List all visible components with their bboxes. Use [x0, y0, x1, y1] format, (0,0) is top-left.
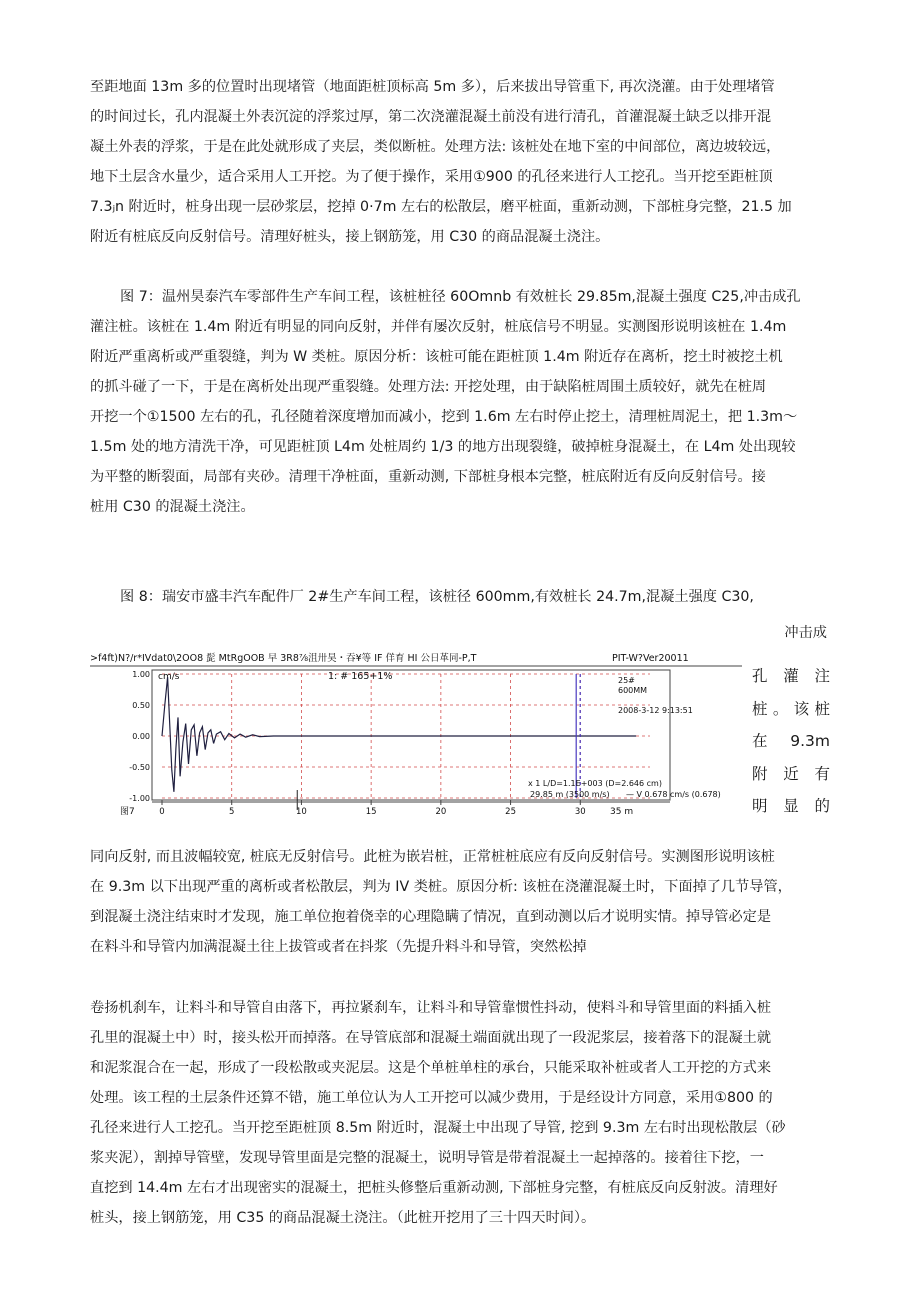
x-tick-label: 15 [365, 807, 377, 817]
text-line: 附近严重离析或严重裂缝，判为 W 类桩。原因分析：该桩可能在距桩顶 1.4m 附近存在离析，挖土时被挖土机 [90, 349, 783, 365]
text-line: 的时间过长，孔内混凝土外表沉淀的浮浆过厚，第二次浇灌混凝土前没有进行清孔，首灌混凝土缺乏以排开混 [90, 109, 772, 125]
x-tick-label: 10 [296, 807, 307, 817]
x-axis-ticks [159, 800, 585, 817]
text-line: 浆夹泥），割掉导管壁，发现导管里面是完整的混凝土，说明导管是带着混凝土一起掉落的。接着往下挖，一 [90, 1150, 764, 1166]
chart-title: 1: # 165+1% [328, 671, 393, 682]
text-line: 的抓斗碰了一下，于是在离析处出现严重裂缝。处理方法: 开挖处理，由于缺陷桩周围土质较好，就先在桩周 [90, 379, 767, 395]
text-line: 图 7：温州昊泰汽车零部件生产车间工程，该桩桩径 60Omnb 有效桩长 29.85m,混凝土强度 C25,冲击成孔 [120, 289, 801, 305]
x-tick-label: 5 [229, 807, 235, 817]
text-line: 地下土层含水量少，适合采用人工开挖。为了便于操作，采用①900 的孔径来进行人工挖孔。当开挖至距桩顶 [90, 169, 773, 185]
y-tick-label: 0.50 [132, 701, 150, 710]
text-line: 处理。该工程的土层条件还算不错，施工单位认为人工开挖可以减少费用，于是经设计方同意，采用①800 的 [90, 1090, 773, 1106]
text-line: 在料斗和导管内加满混凝土往上拔管或者在抖浆（先提升料斗和导管，突然松掉 [90, 939, 587, 955]
text-line: 直挖到 14.4m 左右才出现密实的混凝土，把桩头修整后重新动测, 下部桩身完整，有桩底反向反射波。清理好 [90, 1180, 778, 1196]
y-axis-label: cm/s [158, 672, 180, 682]
paragraph-2 [90, 282, 830, 522]
chart-info-line-1: 25# [618, 676, 635, 685]
side-text-line: 附近有 [752, 764, 830, 783]
chart-info-line-3: 2008-3-12 9:13:51 [618, 706, 693, 715]
text-line: 凝土外表的浮浆，于是在此处就形成了夹层，类似断桩。处理方法: 该桩处在地下室的中间部位，离边坡较远， [90, 139, 781, 155]
text-line: 桩头，接上钢筋笼，用 C35 的商品混凝土浇注。（此桩开挖用了三十四天时间）。 [90, 1210, 596, 1226]
side-text-line: 桩。该桩 [752, 699, 830, 718]
text-line: 孔里的混凝土中）时，接头松开而掉落。在导管底部和混凝土端面就出现了一段泥浆层，接着落下的混凝土就 [90, 1030, 772, 1046]
paragraph-4 [90, 842, 830, 962]
chart-info-line-2: 600MM [618, 686, 648, 695]
text-line: 在 9.3m 以下出现严重的离析或者松散层，判为 IV 类桩。原因分析: 该桩在浇灌混凝土时，下面掉了几节导管， [90, 879, 792, 895]
paragraph-5 [90, 993, 830, 1233]
chart-header-left: >f4ft)N?/r*IVdat0\2OO8 髭 MtRgOOB 早 3R8⅞沮卅昊・吞¥等 IF 佯育 HI 公日革同-P,T [90, 653, 477, 664]
pile-test-chart [90, 650, 742, 822]
paragraph-3-tail: 冲击成 [784, 625, 827, 641]
chart-annotation-2: 29.85 m (3500 m/s) [530, 790, 610, 799]
chart-header-right: PIT-W?Ver20011 [612, 653, 689, 664]
y-tick-label: -1.00 [129, 794, 150, 803]
paragraph-3 [90, 582, 830, 612]
y-axis-ticks [129, 670, 150, 803]
figure-label: 图7 [120, 807, 135, 817]
y-tick-label: 1.00 [132, 670, 150, 679]
text-line: 附近有桩底反向反射信号。清理好桩头，接上钢筋笼，用 C30 的商品混凝土浇注。 [90, 229, 610, 245]
text-line: 和泥浆混合在一起，形成了一段松散或夹泥层。这是个单桩单柱的承台，只能采取补桩或者人工开挖的方式来 [90, 1060, 772, 1076]
text-line: 图 8：瑞安市盛丰汽车配件厂 2#生产车间工程，该桩径 600mm,有效桩长 24.7m,混凝土强度 C30, [120, 589, 754, 605]
text-line: 开挖一个①1500 左右的孔，孔径随着深度增加而减小，挖到 1.6m 左右时停止挖土，清理桩周泥土，把 1.3m～ [90, 409, 798, 425]
text-line: 到混凝土浇注结束时才发现，施工单位抱着侥幸的心理隐瞒了情况，直到动测以后才说明实情。掉导管必定是 [90, 909, 772, 925]
chart-annotation-1: x 1 L/D=1.1E+003 (D=2.646 cm) [528, 779, 662, 788]
y-tick-label: 0.00 [132, 732, 150, 741]
text-line: 为平整的断裂面，局部有夹砂。清理干净桩面，重新动测, 下部桩身根本完整，桩底附近有反向反射信号。接 [90, 469, 766, 485]
text-line: 灌注桩。该桩在 1.4m 附近有明显的同向反射，并伴有屡次反射，桩底信号不明显。实测图形说明该桩在 1.4m [90, 319, 787, 335]
chart-annotation-3: — V 0.678 cm/s (0.678) [626, 790, 721, 799]
side-text-line: 明显的 [752, 797, 830, 815]
chart-svg [90, 650, 742, 822]
text-line: 同向反射, 而且波幅较宽, 桩底无反射信号。此桩为嵌岩桩，正常桩桩底应有反向反射信号。实测图形说明该桩 [90, 849, 775, 865]
text-line: 孔径来进行人工挖孔。当开挖至距桩顶 8.5m 附近时，混凝土中出现了导管, 挖到 9.3m 左右时出现松散层（砂 [90, 1120, 786, 1136]
x-axis-unit-label: 35 m [610, 807, 634, 817]
x-tick-label: 0 [159, 807, 165, 817]
x-tick-label: 25 [505, 807, 516, 817]
text-line: 1.5m 处的地方清洗干净，可见距桩顶 L4m 处桩周约 1/3 的地方出现裂缝，破掉桩身混凝土，在 L4m 处出现较 [90, 439, 796, 455]
side-text-line: 在 9.3m [752, 732, 830, 750]
y-tick-label: -0.50 [129, 763, 150, 772]
paragraph-1 [90, 72, 830, 252]
x-tick-label: 20 [435, 807, 447, 817]
x-tick-label: 30 [574, 807, 586, 817]
side-text-line: 孔灌注 [752, 667, 830, 685]
text-line: 至距地面 13m 多的位置时出现堵管（地面距桩顶标高 5m 多），后来拔出导管重下, 再次浇灌。由于处理堵管 [90, 79, 775, 95]
text-line: 卷扬机刹车，让料斗和导管自由落下，再拉紧刹车，让料斗和导管靠惯性抖动，使料斗和导管里面的料插入桩 [90, 1000, 772, 1016]
side-text-column [752, 660, 830, 823]
text-line: 桩用 C30 的混凝土浇注。 [90, 499, 255, 515]
text-line: 7.3ⱼn 附近时，桩身出现一层砂浆层，挖掉 0·7m 左右的松散层，磨平桩面，重新动测，下部桩身完整，21.5 加 [90, 199, 792, 215]
